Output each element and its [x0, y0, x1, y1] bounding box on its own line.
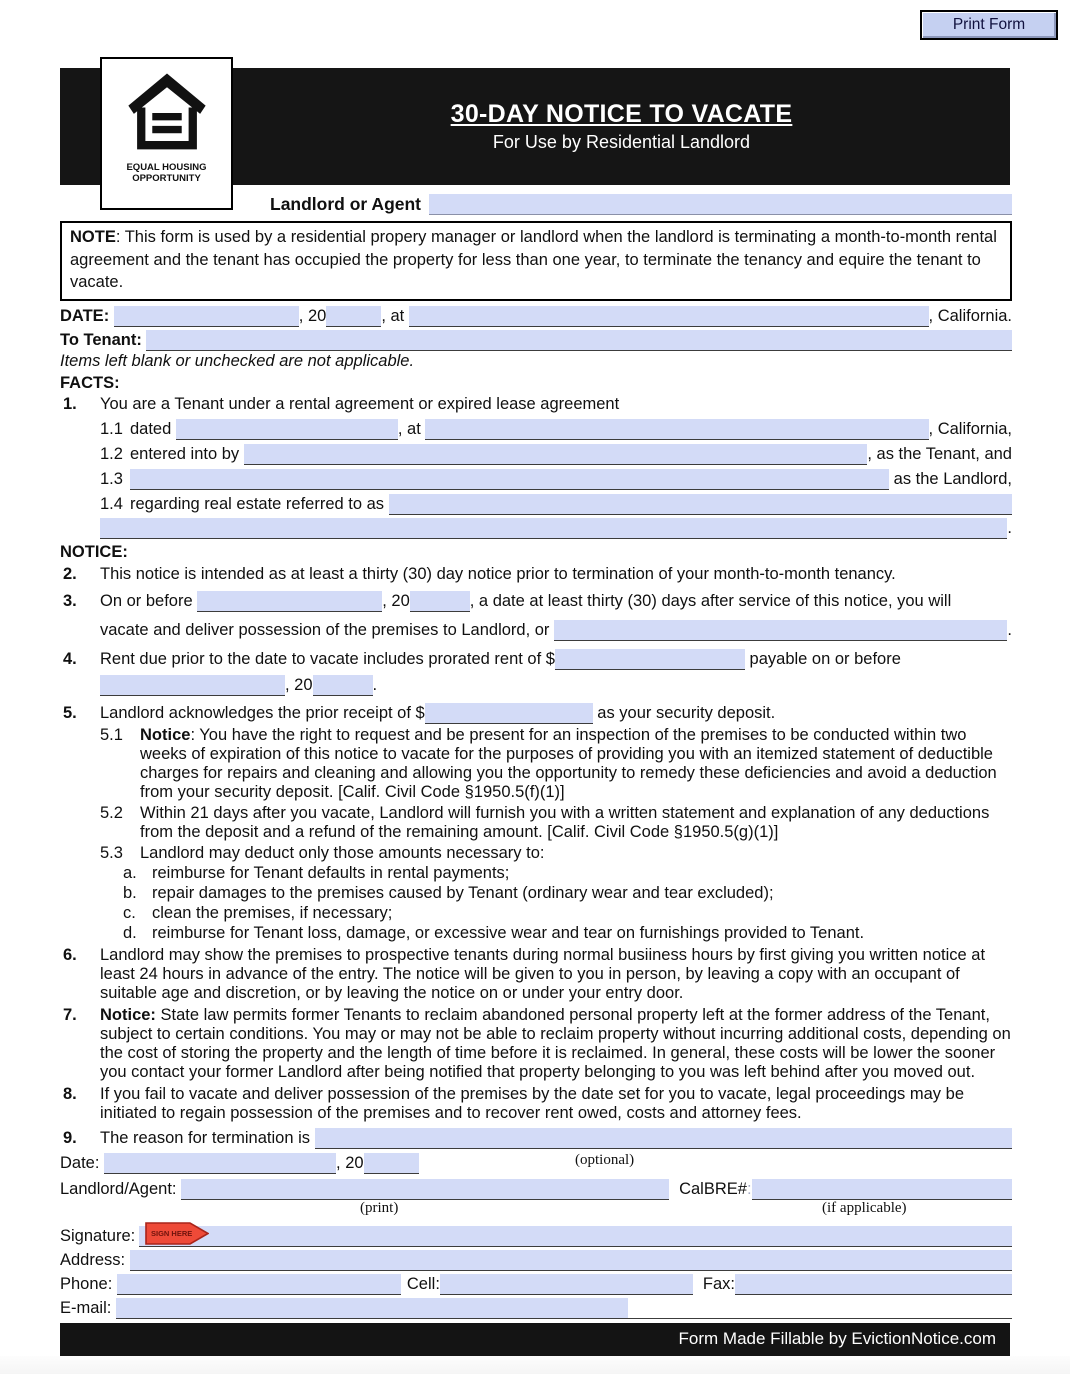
- sign-hints-row: [60, 1200, 1012, 1221]
- fact-1-3-row: 1.3 as the Landlord,: [100, 469, 1012, 488]
- date-california-text: , California.: [928, 306, 1012, 325]
- footer-text: Form Made Fillable by EvictionNotice.com: [678, 1329, 996, 1348]
- sign-date-year-field[interactable]: [364, 1153, 419, 1174]
- fact-1-4-property-field[interactable]: [389, 494, 1012, 515]
- tenant-name-field[interactable]: [146, 330, 1012, 351]
- print-hint: (print): [360, 1199, 399, 1216]
- date-at-text: , at: [381, 306, 409, 325]
- signature-row: [60, 1225, 1012, 1247]
- sign-date-row: Date: , 20 (optional): [60, 1152, 1012, 1174]
- notice-4-date-field[interactable]: [100, 675, 285, 696]
- footer-bar: [60, 1323, 1010, 1356]
- termination-reason-field[interactable]: [315, 1128, 1012, 1149]
- cell-label: Cell:: [406, 1274, 440, 1293]
- address-row: [60, 1249, 1012, 1271]
- fax-label: Fax:: [702, 1274, 735, 1293]
- address-label: Address:: [60, 1250, 130, 1269]
- blank-note: Items left blank or unchecked are not applicable.: [60, 351, 415, 370]
- notice-5-row: 5. Landlord acknowledges the prior receipt of $ as your security deposit.: [63, 703, 776, 722]
- calbre-number-field[interactable]: [752, 1179, 1012, 1200]
- email-line-extension: [628, 1297, 1012, 1319]
- notice-5-deposit-field[interactable]: [425, 703, 593, 724]
- notice-5-3: 5.3 Landlord may deduct only those amounts necessary to:: [100, 843, 545, 862]
- equal-housing-text: EQUAL HOUSING OPPORTUNITY: [126, 162, 207, 184]
- header-titles: [233, 100, 1010, 153]
- page-bottom-shade: [0, 1356, 1070, 1374]
- notice-3-address-field[interactable]: [554, 620, 1007, 641]
- notice-5-3-c: c. clean the premises, if necessary;: [123, 903, 393, 922]
- cell-field[interactable]: [440, 1274, 693, 1295]
- landlord-agent-sign-label: Landlord/Agent:: [60, 1179, 182, 1198]
- if-applicable-hint: (if applicable): [822, 1199, 907, 1216]
- notice-3-year-field[interactable]: [410, 591, 470, 612]
- notice-4-row-2: , 20 .: [60, 674, 1012, 696]
- notice-heading: NOTICE:: [60, 542, 128, 561]
- svg-text:SIGN HERE: SIGN HERE: [151, 1228, 193, 1238]
- sign-date-field[interactable]: [104, 1153, 336, 1174]
- fact-1-2-row: 1.2 entered into by , as the Tenant, and: [100, 444, 1012, 463]
- date-label: DATE:: [60, 306, 114, 325]
- notice-3-row: 3. On or before , 20 , a date at least thirty (30) days after service of this notice, you will: [63, 591, 952, 610]
- notice-4-row: 4. Rent due prior to the date to vacate includes prorated rent of $ payable on or before: [63, 649, 901, 668]
- notice-3-row-2: vacate and deliver possession of the premises to Landlord, or .: [100, 620, 1012, 639]
- to-tenant-label: To Tenant:: [60, 330, 147, 349]
- fact-1-2-tenant-field[interactable]: [244, 444, 868, 465]
- fact-1-1-row: 1.1 dated , at , California,: [100, 419, 1012, 438]
- landlord-or-agent-field[interactable]: [429, 194, 1012, 215]
- fact-1-1-date-field[interactable]: [176, 419, 398, 440]
- notice-5-3-b: b. repair damages to the premises caused by Tenant (ordinary wear and tear excluded);: [123, 883, 774, 902]
- date-day-field[interactable]: [114, 306, 299, 327]
- print-form-button[interactable]: Print Form: [920, 10, 1058, 40]
- note-text: : This form is used by a residential propery manager or landlord when the landlord is terminating a month-to-month rental agreement and the tenant has occupied the property for less than one year, to terminate the tenancy and equire the tenant to vacate.: [70, 228, 997, 291]
- fact-1-4-property-field-2[interactable]: [100, 518, 1007, 539]
- sign-here-arrow-icon: [145, 1222, 209, 1245]
- date-year-field[interactable]: [326, 306, 381, 327]
- notice-8: 8. If you fail to vacate and deliver possession of the premises by the date set for you to vacate, legal proceedings may be initiated to regain possession of the premises and to recover rent owed, costs and attorney fees.: [63, 1084, 964, 1122]
- landlord-agent-print-field[interactable]: [181, 1179, 669, 1200]
- date-row: [60, 305, 1012, 327]
- email-label: E-mail:: [60, 1298, 116, 1317]
- landlord-agent-sign-row: [60, 1178, 1012, 1200]
- notice-5-3-a: a. reimburse for Tenant defaults in rental payments;: [123, 863, 510, 882]
- note-label: NOTE: [70, 228, 116, 246]
- fact-1-4-row: 1.4 regarding real estate referred to as: [60, 493, 1012, 515]
- signature-field[interactable]: [139, 1226, 1012, 1247]
- notice-4-year-field[interactable]: [313, 675, 373, 696]
- notice-5-2: 5.2 Within 21 days after you vacate, Landlord will furnish you with a written statement and explanation of any deductions from the deposit and a refund of the remaining amount. [Calif. Civil Code §1950.5(g)(1)]: [100, 803, 990, 841]
- phone-row: [60, 1273, 1012, 1295]
- form-content: [60, 194, 1012, 1319]
- notice-4-amount-field[interactable]: [555, 649, 745, 670]
- phone-label: Phone:: [60, 1274, 117, 1293]
- page-subtitle: For Use by Residential Landlord: [492, 132, 751, 152]
- equal-housing-house-icon: [121, 69, 213, 157]
- notice-9-row: 9. The reason for termination is: [60, 1127, 1012, 1149]
- calbre-colon: :: [746, 1179, 752, 1198]
- to-tenant-row: [60, 329, 1012, 351]
- calbre-label: CalBRE#: [679, 1179, 747, 1198]
- date-city-field[interactable]: [409, 306, 929, 327]
- sign-date-label: Date:: [60, 1153, 105, 1172]
- notice-5-3-d: d. reimburse for Tenant loss, damage, or excessive wear and tear on furnishings provided to Tenant.: [123, 923, 865, 942]
- fax-field[interactable]: [735, 1274, 1012, 1295]
- fact-1: 1. You are a Tenant under a rental agreement or expired lease agreement: [63, 394, 620, 413]
- date-year-prefix: , 20: [298, 306, 327, 325]
- notice-5-1: 5.1 Notice: You have the right to request and be present for an inspection of the premises to be conducted within two weeks of expiration of this notice to vacate for the purposes of providing you with an itemized statement of deductible charges for repairs and cleaning and allowing you the opportunity to remedy these deficiencies and avoid a deduction from your security deposit. [Calif. Civil Code §1950.5(f)(1)]: [100, 725, 997, 801]
- address-field[interactable]: [130, 1250, 1012, 1271]
- facts-heading: FACTS:: [60, 373, 120, 392]
- fact-1-1-city-field[interactable]: [425, 419, 928, 440]
- signature-label: Signature:: [60, 1226, 136, 1245]
- page-title: 30-DAY NOTICE TO VACATE: [450, 100, 793, 128]
- note-box: [60, 221, 1012, 301]
- notice-7: 7. Notice: State law permits former Tenants to reclaim abandoned personal property left at the former address of the Tenant, subject to certain conditions. You may or may not be able to reclaim property without incurring additional costs, depending on the cost of storing the property and the length of time before it is reclaimed. In general, these costs will be lower the sooner you contact your former Landlord after being notified that property belonging to you was left behind after you moved out.: [63, 1005, 1011, 1081]
- optional-hint: (optional): [575, 1151, 635, 1168]
- phone-field[interactable]: [117, 1274, 401, 1295]
- email-field[interactable]: [116, 1298, 628, 1319]
- notice-3-date-field[interactable]: [197, 591, 382, 612]
- fact-1-3-landlord-field[interactable]: [130, 469, 889, 490]
- equal-housing-logo: [100, 57, 233, 210]
- notice-6: 6. Landlord may show the premises to prospective tenants during normal busiiness hours by first giving you written notice at least 24 hours in advance of the entry. The notice will be given to you in person, by leaving a copy with an occupant of suitable age and discretion, or by leaving the notice on or under your entry door.: [63, 945, 986, 1002]
- email-row: [60, 1297, 1012, 1319]
- fact-1-4-row-2: .: [60, 517, 1012, 539]
- landlord-or-agent-label: Landlord or Agent: [270, 194, 422, 214]
- notice-2: 2. This notice is intended as at least a thirty (30) day notice prior to termination of your month-to-month tenancy.: [63, 564, 896, 583]
